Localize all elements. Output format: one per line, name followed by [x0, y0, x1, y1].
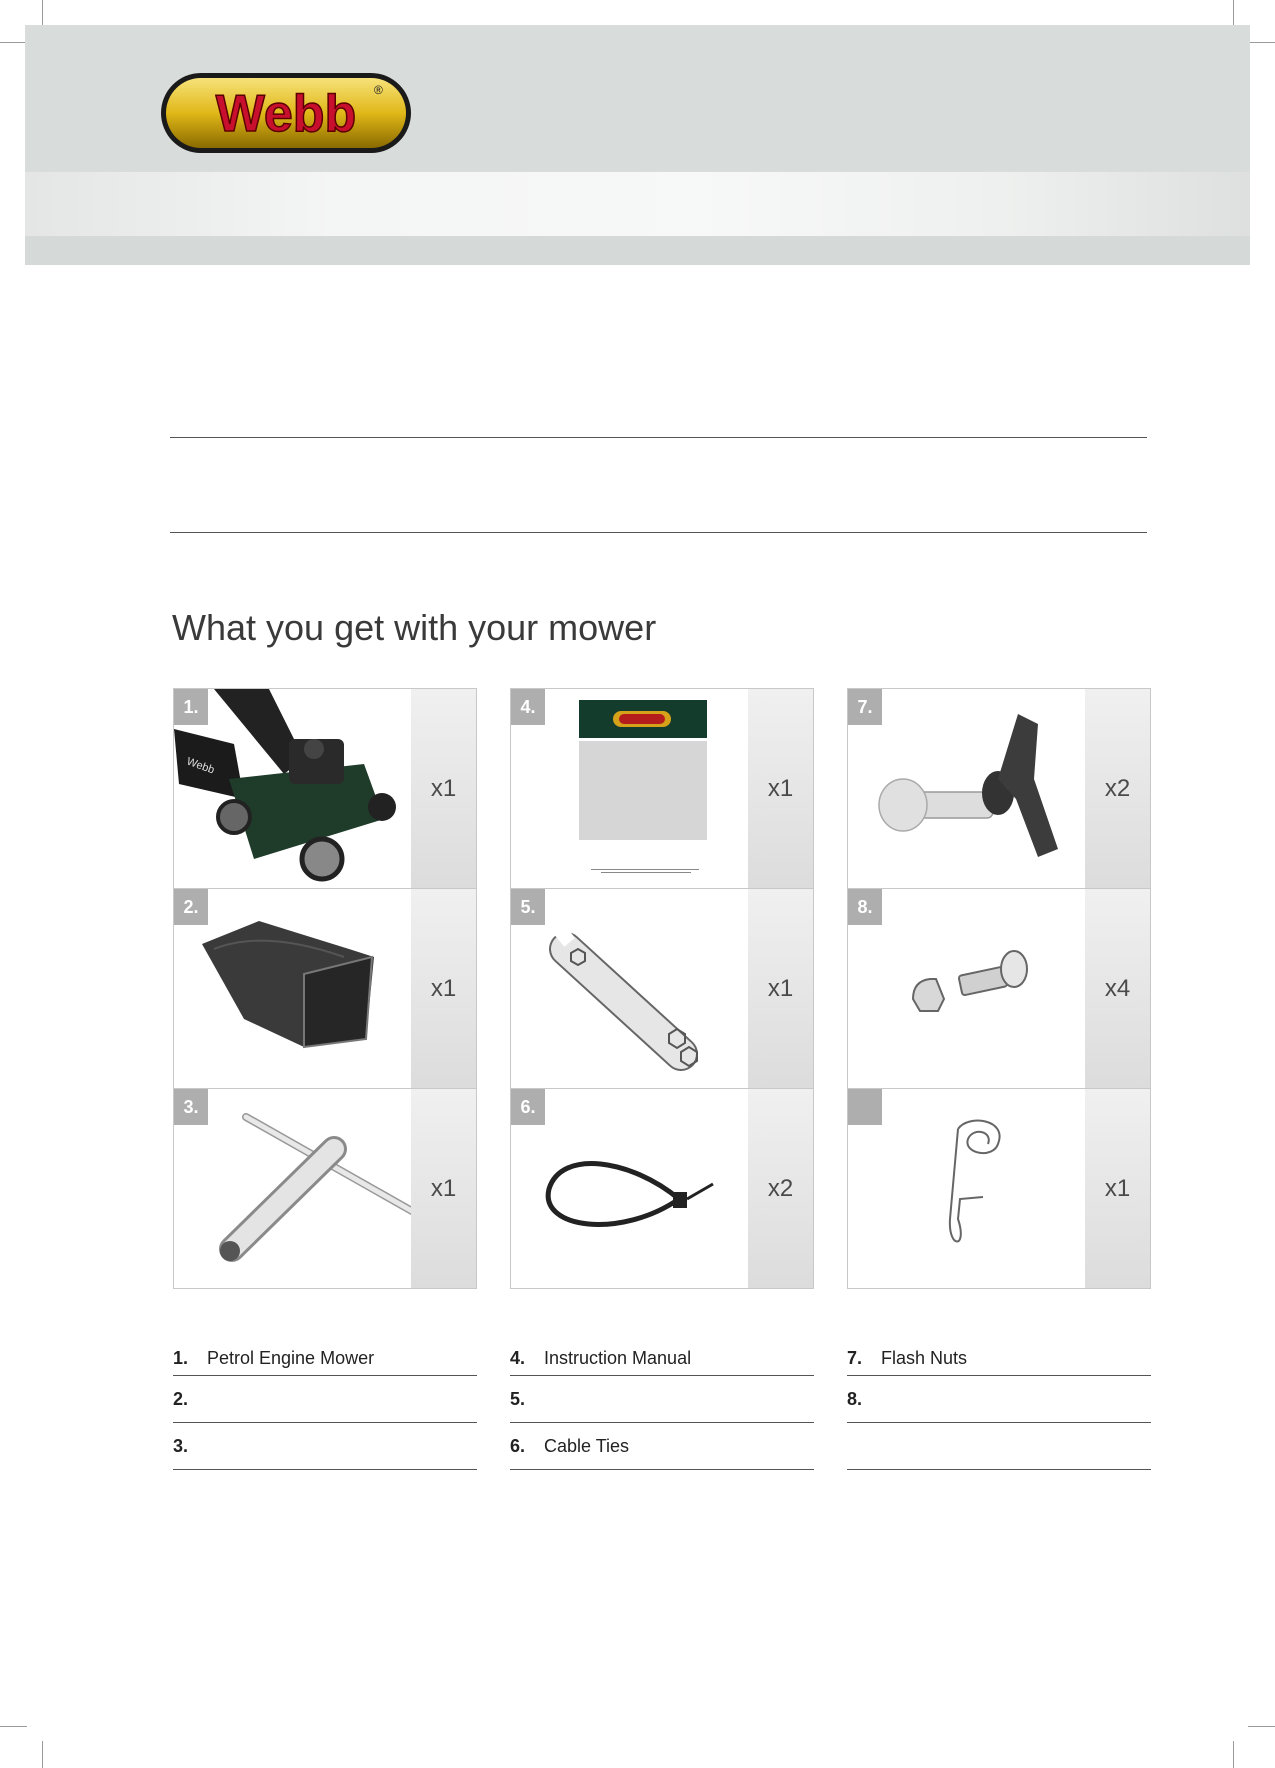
legend-column-1 [173, 1318, 477, 1470]
divider-line [170, 437, 1147, 438]
item-cell-3 [173, 1088, 477, 1288]
legend-row [173, 1318, 477, 1376]
item-image-box [173, 1088, 413, 1289]
item-image-box [510, 688, 750, 889]
legend-number: 7. [847, 1348, 863, 1368]
item-quantity: x1 [748, 688, 814, 889]
legend-row [173, 1376, 477, 1423]
crop-mark [42, 1741, 43, 1768]
item-number-badge: 4. [511, 689, 545, 725]
item-quantity: x1 [411, 888, 477, 1089]
petrol-mower-icon [174, 689, 412, 888]
item-image-box [847, 1088, 1087, 1289]
legend-column-3 [847, 1318, 1151, 1470]
legend-column-2 [510, 1318, 814, 1470]
item-number-badge [848, 1089, 882, 1125]
item-number-badge: 8. [848, 889, 882, 925]
legend-number: 4. [510, 1348, 526, 1368]
item-cell-6 [510, 1088, 814, 1288]
item-cell-7 [847, 688, 1151, 888]
section-title: What you get with your mower [172, 607, 657, 648]
item-cell-8 [847, 888, 1151, 1088]
item-cell-1 [173, 688, 477, 888]
item-image-box [847, 888, 1087, 1089]
item-image-box [510, 888, 750, 1089]
legend-number: 6. [510, 1435, 526, 1456]
spark-plug-spanner-icon [174, 1089, 412, 1288]
legend-row [847, 1423, 1151, 1470]
legend-row [847, 1376, 1151, 1423]
flash-nut-bolt-icon [848, 689, 1086, 888]
header-bottom-band [25, 236, 1250, 265]
legend-label: Flash Nuts [881, 1348, 968, 1368]
svg-text:Webb: Webb [184, 755, 216, 777]
crop-mark [1233, 1741, 1234, 1768]
cable-tie-icon [511, 1089, 749, 1288]
crop-mark [0, 42, 27, 43]
item-cell-4 [510, 688, 814, 888]
webb-logo [160, 72, 414, 154]
legend-number: 5. [510, 1388, 526, 1409]
item-number-badge: 3. [174, 1089, 208, 1125]
crop-mark [1248, 42, 1275, 43]
item-cell-9 [847, 1088, 1151, 1288]
legend-number: 2. [173, 1388, 189, 1409]
items-column-1 [173, 688, 477, 1288]
item-image-box [847, 688, 1087, 889]
r-clip-pin-icon [848, 1089, 1086, 1288]
legend-label: Petrol Engine Mower [207, 1348, 375, 1368]
legend-label: Cable Ties [544, 1435, 630, 1456]
item-cell-5 [510, 888, 814, 1088]
item-number-badge: 7. [848, 689, 882, 725]
legend-row [510, 1376, 814, 1423]
grass-bag-icon [174, 889, 412, 1088]
item-image-box [510, 1088, 750, 1289]
legend-row [173, 1423, 477, 1470]
item-image-box [173, 888, 413, 1089]
crop-mark [1233, 0, 1234, 27]
legend-number: 8. [847, 1388, 863, 1409]
item-number-badge: 6. [511, 1089, 545, 1125]
legend-row [847, 1318, 1151, 1376]
registered-mark: ® [374, 83, 383, 97]
item-quantity: x1 [411, 1088, 477, 1289]
crop-mark [42, 0, 43, 27]
instruction-manual-icon [511, 689, 749, 888]
items-column-2 [510, 688, 814, 1288]
divider-line [170, 532, 1147, 533]
crop-mark [1248, 1726, 1275, 1727]
legend-row [510, 1423, 814, 1470]
legend-row [510, 1318, 814, 1376]
items-column-3 [847, 688, 1151, 1288]
item-number-badge: 1. [174, 689, 208, 725]
item-number-badge: 2. [174, 889, 208, 925]
item-quantity: x1 [748, 888, 814, 1089]
item-quantity: x1 [411, 688, 477, 889]
item-quantity: x2 [748, 1088, 814, 1289]
item-quantity: x1 [1085, 1088, 1151, 1289]
dome-nut-bolt-icon [848, 889, 1086, 1088]
legend-number: 1. [173, 1348, 189, 1368]
item-quantity: x4 [1085, 888, 1151, 1089]
item-quantity: x2 [1085, 688, 1151, 889]
item-image-box [173, 688, 413, 889]
legend-label: Instruction Manual [544, 1348, 692, 1368]
spanner-icon [511, 889, 749, 1088]
logo-text: Webb [215, 85, 357, 143]
item-number-badge: 5. [511, 889, 545, 925]
crop-mark [0, 1726, 27, 1727]
legend-number: 3. [173, 1435, 189, 1456]
item-cell-2 [173, 888, 477, 1088]
